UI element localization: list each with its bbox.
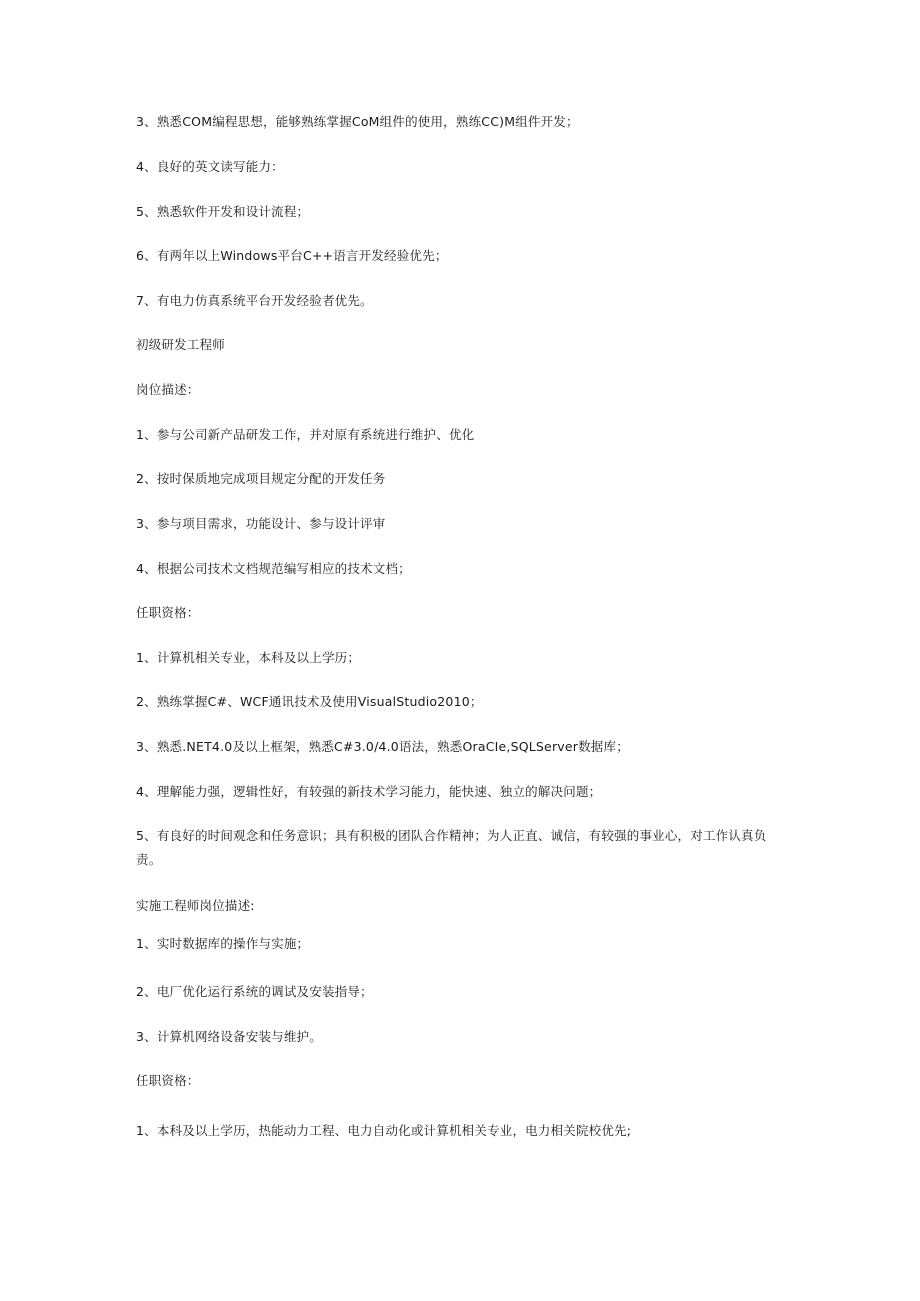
subsection-heading: 任职资格： [136,1073,200,1088]
text-line: 4、根据公司技术文档规范编写相应的技术文档； [136,561,411,576]
text-line: 2、电厂优化运行系统的调试及安装指导； [136,984,373,999]
text-line: 3、熟悉COM编程思想，能够熟练掌握CoM组件的使用，熟练CC)M组件开发； [136,114,579,129]
subsection-heading: 岗位描述： [136,382,200,397]
text-line: 1、参与公司新产品研发工作，并对原有系统进行维护、优化 [136,427,475,442]
text-line: 1、本科及以上学历，热能动力工程、电力自动化或计算机相关专业，电力相关院校优先; [136,1123,632,1138]
text-line: 2、熟练掌握C#、WCF通讯技术及使用VisualStudio2010； [136,694,483,709]
text-line: 1、计算机相关专业，本科及以上学历； [136,650,361,665]
text-line: 3、计算机网络设备安装与维护。 [136,1029,322,1044]
text-line: 3、熟悉.NET4.0及以上框架，熟悉C#3.0/4.0语法，熟悉OraCIe,SQLServer数据库； [136,739,629,754]
text-line: 4、良好的英文读写能力： [136,159,284,174]
text-line: 1、实时数据库的操作与实施； [136,936,310,951]
text-line: 7、有电力仿真系统平台开发经验者优先。 [136,293,373,308]
text-line: 2、按时保质地完成项目规定分配的开发任务 [136,471,386,486]
section-heading: 初级研发工程师 [136,337,225,352]
text-line: 4、理解能力强，逻辑性好，有较强的新技术学习能力，能快速、独立的解决问题； [136,784,602,799]
text-paragraph: 5、有良好的时间观念和任务意识；具有积极的团队合作精神；为人正直、诚信，有较强的事业心，对工作认真负责。 [136,828,767,867]
subsection-heading: 任职资格： [136,605,200,620]
text-line: 3、参与项目需求，功能设计、参与设计评审 [136,516,386,531]
section-heading: 实施工程师岗位描述: [136,898,255,913]
text-line: 6、有两年以上Windows平台C++语言开发经验优先； [136,248,448,263]
text-line: 5、熟悉软件开发和设计流程； [136,204,310,219]
